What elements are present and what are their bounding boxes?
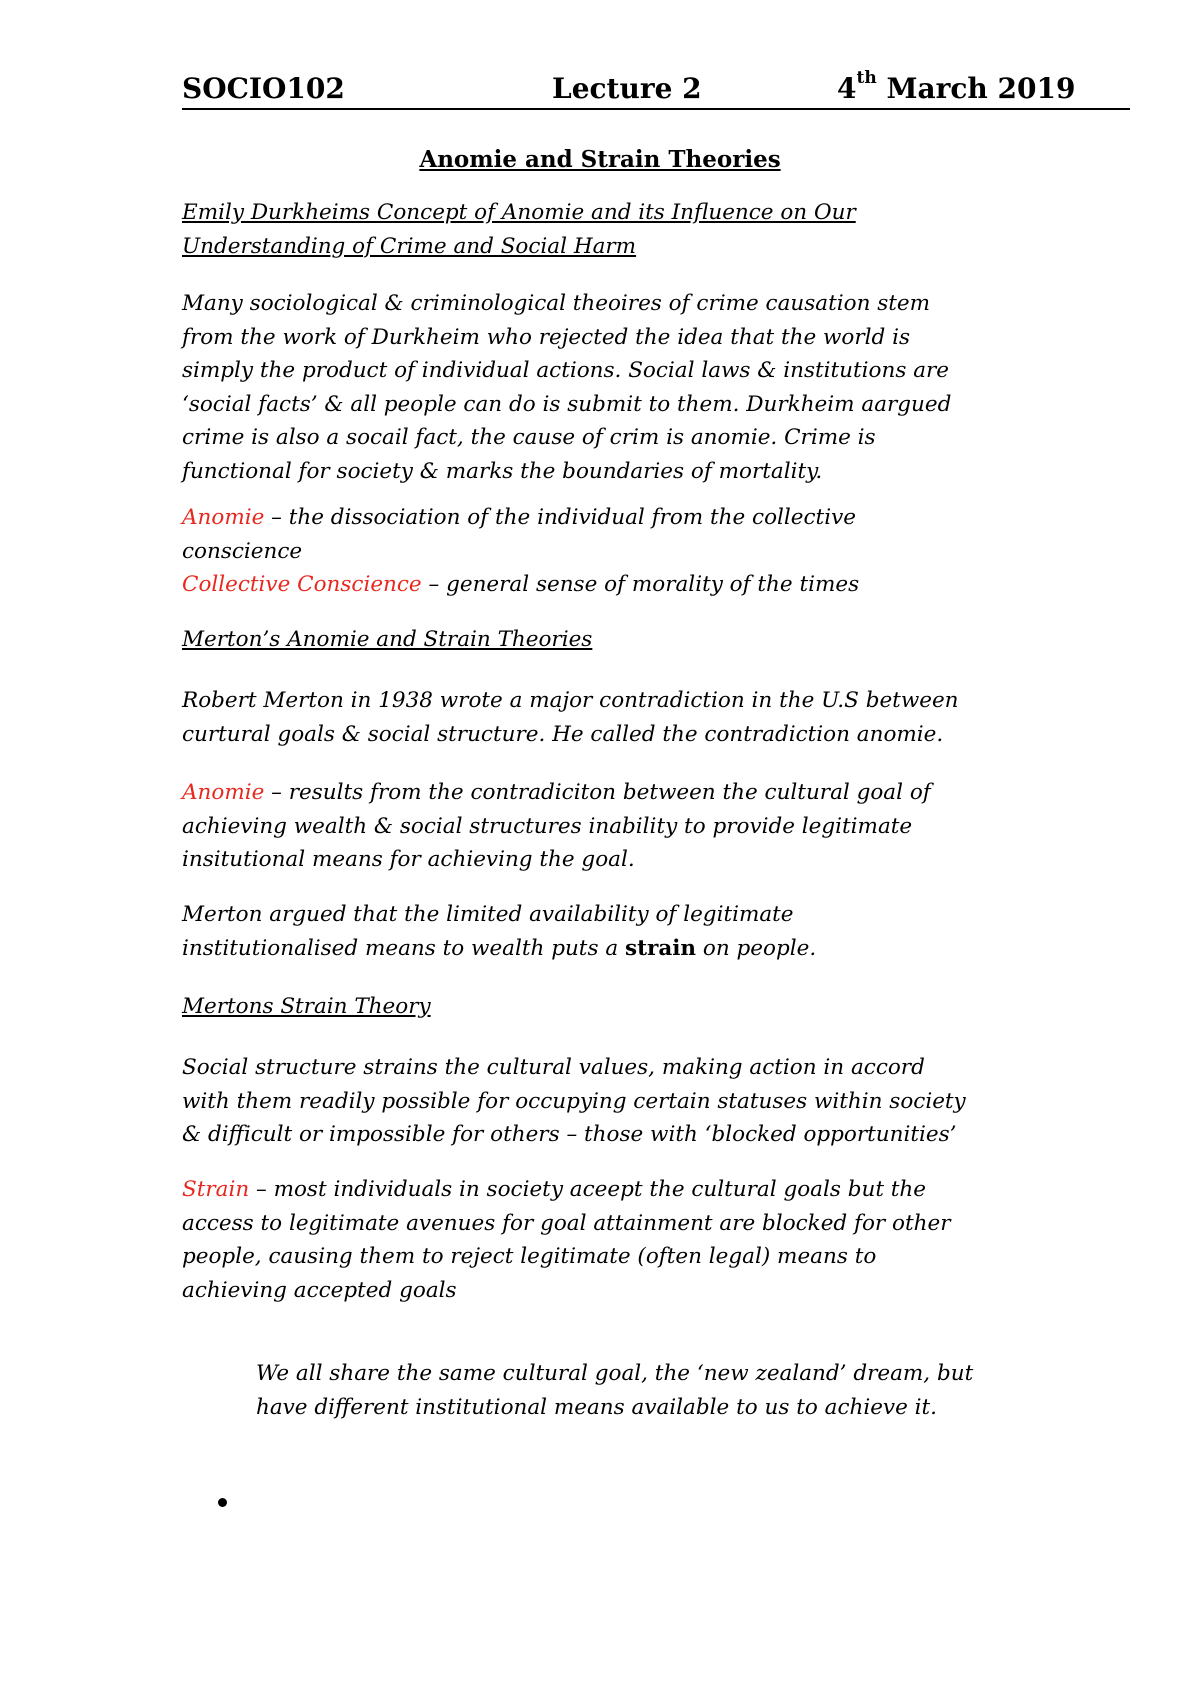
- anomie-term: Anomie: [182, 780, 265, 805]
- merton-anomie-definition: [182, 776, 1042, 877]
- paragraph-line: ‘social facts’ & all people can do is submit to them. Durkheim aargued: [182, 391, 952, 417]
- page-title: Anomie and Strain Theories: [419, 146, 781, 173]
- anomie-definition-cont: conscience: [182, 538, 303, 564]
- section-merton-heading: [182, 623, 1042, 657]
- anomie-definition-text: – results from the contradiciton between the cultural goal of: [264, 780, 931, 805]
- date-rest: March 2019: [876, 72, 1076, 105]
- paragraph-line: with them readily possible for occupying certain statuses within society: [182, 1088, 966, 1114]
- paragraph-line: simply the product of individual actions. Social laws & institutions are: [182, 358, 950, 383]
- section-strain-heading: [182, 990, 1042, 1024]
- bullet-line: have different institutional means available to us to achieve it.: [256, 1394, 937, 1420]
- definition-line: [182, 776, 1042, 810]
- heading-line: Merton’s Anomie and Strain Theories: [182, 627, 593, 652]
- collective-conscience-term: Collective Conscience: [182, 572, 422, 597]
- anomie-definition-text: – the dissociation of the individual from the collective: [264, 505, 856, 530]
- collective-conscience-definition: [182, 568, 1042, 602]
- collective-conscience-text: – general sense of morality of the times: [421, 572, 860, 597]
- paragraph-line: curtural goals & social structure. He called the contradiction anomie.: [182, 721, 944, 747]
- strain-definition-text: – most individuals in society aceept the cultural goals but the: [249, 1177, 927, 1202]
- argument-text-post: on people.: [696, 935, 817, 961]
- strain-paragraph: [182, 1051, 1042, 1152]
- lecture-number: Lecture 2: [552, 72, 702, 105]
- anomie-term: Anomie: [182, 505, 265, 530]
- anomie-definition: [182, 501, 1042, 535]
- definition-line: [182, 1173, 1042, 1207]
- paragraph-line: Social structure strains the cultural values, making action in accord: [182, 1055, 925, 1080]
- definition-line: achieving accepted goals: [182, 1277, 457, 1303]
- heading-line: Emily Durkheims Concept of Anomie and its Influence on Our: [182, 200, 856, 225]
- date-day: 4: [837, 72, 857, 105]
- argument-line: [182, 932, 1042, 966]
- section-durkheim-heading: [182, 196, 1042, 263]
- heading-line: Understanding of Crime and Social Harm: [182, 233, 637, 259]
- heading-line: Mertons Strain Theory: [182, 994, 431, 1019]
- durkheim-definitions: [182, 501, 1042, 602]
- definition-line: insitutional means for achieving the goal.: [182, 847, 635, 872]
- course-code: SOCIO102: [182, 72, 345, 105]
- paragraph-line: & difficult or impossible for others – those with ‘blocked opportunities’: [182, 1122, 957, 1147]
- paragraph-line: from the work of Durkheim who rejected the idea that the world is: [182, 324, 911, 350]
- definition-line: access to legitimate avenues for goal attainment are blocked for other: [182, 1210, 951, 1236]
- strain-keyword: strain: [624, 935, 697, 961]
- bullet-list-item: [256, 1357, 1036, 1424]
- bullet-icon: [218, 1498, 227, 1507]
- definition-line: people, causing them to reject legitimate (often legal) means to: [182, 1244, 877, 1269]
- merton-paragraph: [182, 684, 1042, 751]
- bullet-line: We all share the same cultural goal, the ‘new zealand’ dream, but: [256, 1361, 974, 1386]
- paragraph-line: crime is also a socail fact, the cause of crim is anomie. Crime is: [182, 425, 876, 450]
- page-header: [182, 70, 1130, 110]
- paragraph-line: Robert Merton in 1938 wrote a major contradiction in the U.S between: [182, 688, 959, 713]
- merton-argument: [182, 898, 1042, 965]
- argument-text-pre: institutionalised means to wealth puts a: [182, 935, 625, 961]
- durkheim-paragraph: [182, 287, 1042, 488]
- strain-definition: [182, 1173, 1042, 1307]
- paragraph-line: Many sociological & criminological theoires of crime causation stem: [182, 291, 931, 316]
- argument-line: Merton argued that the limited availability of legitimate: [182, 902, 794, 927]
- lecture-date: [837, 68, 1076, 105]
- definition-line: achieving wealth & social structures inability to provide legitimate: [182, 813, 913, 839]
- paragraph-line: functional for society & marks the boundaries of mortality.: [182, 458, 823, 484]
- date-suffix: th: [856, 68, 877, 88]
- strain-term: Strain: [182, 1177, 250, 1202]
